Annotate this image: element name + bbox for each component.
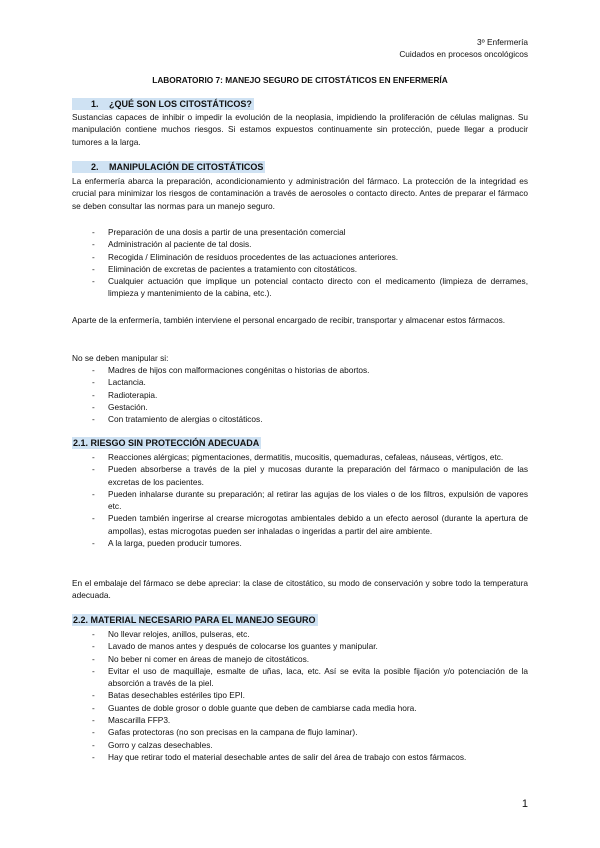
list-item: - Radioterapia. (92, 389, 528, 401)
section-2-2-heading (72, 614, 318, 626)
list-item: - Preparación de una dosis a partir de una presentación comercial (92, 226, 528, 238)
document-title: LABORATORIO 7: MANEJO SEGURO DE CITOSTÁTICOS EN ENFERMERÍA (152, 75, 448, 85)
list-item: - Reacciones alérgicas; pigmentaciones, dermatitis, mucositis, quemaduras, cefaleas, náuseas, vértigos, etc. (92, 451, 528, 463)
list-item: - Lavado de manos antes y después de colocarse los guantes y manipular. (92, 640, 528, 652)
list-item: - Recogida / Eliminación de residuos procedentes de las actuaciones anteriores. (92, 251, 528, 263)
list-item: - Guantes de doble grosor o doble guante que deben de cambiarse cada media hora. (92, 702, 528, 714)
no-manipular-intro (72, 352, 528, 364)
list-item: - Madres de hijos con malformaciones congénitas o historias de abortos. (92, 364, 528, 376)
section-2-2-title: 2.2. MATERIAL NECESARIO PARA EL MANEJO SEGURO (73, 615, 316, 625)
section-2-title: MANIPULACIÓN DE CITOSTÁTICOS (109, 162, 264, 172)
section-2-1-text: En el embalaje del fármaco se debe apreciar: la clase de citostático, su modo de conservación y sobre todo la temperatura adecuada. (72, 578, 528, 601)
section-1-number: 1. (91, 99, 99, 109)
section-2-paragraph (72, 175, 528, 212)
section-2-heading (72, 161, 265, 173)
no-manipular-intro-text: No se deben manipular si: (72, 353, 169, 363)
no-manipular-list (92, 364, 528, 425)
list-item: - Administración al paciente de tal dosis. (92, 238, 528, 250)
list-item: - Eliminación de excretas de pacientes a tratamiento con citostáticos. (92, 263, 528, 275)
list-item: - Gafas protectoras (no son precisas en la campana de flujo laminar). (92, 726, 528, 738)
list-item: - Cualquier actuación que implique un potencial contacto directo con el medicamento (limpieza de derrames, limpieza y mantenimiento de la cabina, etc.). (92, 275, 528, 300)
page-number: 1 (521, 798, 528, 810)
section-2-text-2: Aparte de la enfermería, también interviene el personal encargado de recibir, transportar y almacenar estos fármacos. (72, 315, 506, 325)
section-1-paragraph (72, 111, 528, 148)
list-item: - Gorro y calzas desechables. (92, 739, 528, 751)
section-2-list (92, 226, 528, 300)
page-header (399, 36, 528, 60)
section-1-title: ¿QUÉ SON LOS CITOSTÁTICOS? (109, 99, 252, 109)
section-2-1-title: 2.1. RIESGO SIN PROTECCIÓN ADECUADA (73, 438, 260, 448)
section-1-text: Sustancias capaces de inhibir o impedir la evolución de la neoplasia, impidiendo la proliferación de células malignas. Su manipulación contiene muchos riesgos. Si estamos expuestos continuamente sin protección, puede llegar a producir tumores a la larga. (72, 112, 528, 147)
list-item: - Con tratamiento de alergias o citostáticos. (92, 413, 528, 425)
section-2-text: La enfermería abarca la preparación, acondicionamiento y administración del fármaco. La protección de la integridad es crucial para minimizar los riesgos de contaminación a través de aerosoles o contacto directo. Antes de preparar el fármaco se deben consultar las normas para un manejo seguro. (72, 176, 528, 211)
list-item: - Hay que retirar todo el material desechable antes de salir del área de trabajo con estos fármacos. (92, 751, 528, 763)
section-2-1-list (92, 451, 528, 549)
header-subject: Cuidados en procesos oncológicos (399, 49, 528, 59)
section-2-2-list (92, 628, 528, 763)
list-item: - Gestación. (92, 401, 528, 413)
list-item: - Mascarilla FFP3. (92, 714, 528, 726)
list-item: - No beber ni comer en áreas de manejo de citostáticos. (92, 653, 528, 665)
list-item: - Pueden absorberse a través de la piel y mucosas durante la preparación del fármaco o manipulación de las excretas de los pacientes. (92, 463, 528, 488)
section-2-paragraph-2 (72, 314, 528, 326)
list-item: - No llevar relojes, anillos, pulseras, etc. (92, 628, 528, 640)
section-2-1-heading (72, 437, 261, 449)
header-course: 3º Enfermería (477, 37, 528, 47)
section-2-number: 2. (91, 162, 99, 172)
list-item: - A la larga, pueden producir tumores. (92, 537, 528, 549)
section-2-1-paragraph (72, 577, 528, 602)
list-item: - Lactancia. (92, 376, 528, 388)
list-item: - Evitar el uso de maquillaje, esmalte de uñas, laca, etc. Así se evita la posible fijación y/o potenciación de la absorción a través de la piel. (92, 665, 528, 690)
section-1-heading (72, 98, 254, 110)
list-item: - Pueden inhalarse durante su preparación; al retirar las agujas de los viales o de los filtros, expulsión de vapores etc. (92, 488, 528, 513)
list-item: - Batas desechables estériles tipo EPI. (92, 689, 528, 701)
list-item: - Pueden también ingerirse al crearse microgotas ambientales debido a un efecto aerosol (durante la apertura de ampollas), estas microgotas pueden ser inhaladas o ingeridas a partir del aire ambiente. (92, 512, 528, 537)
